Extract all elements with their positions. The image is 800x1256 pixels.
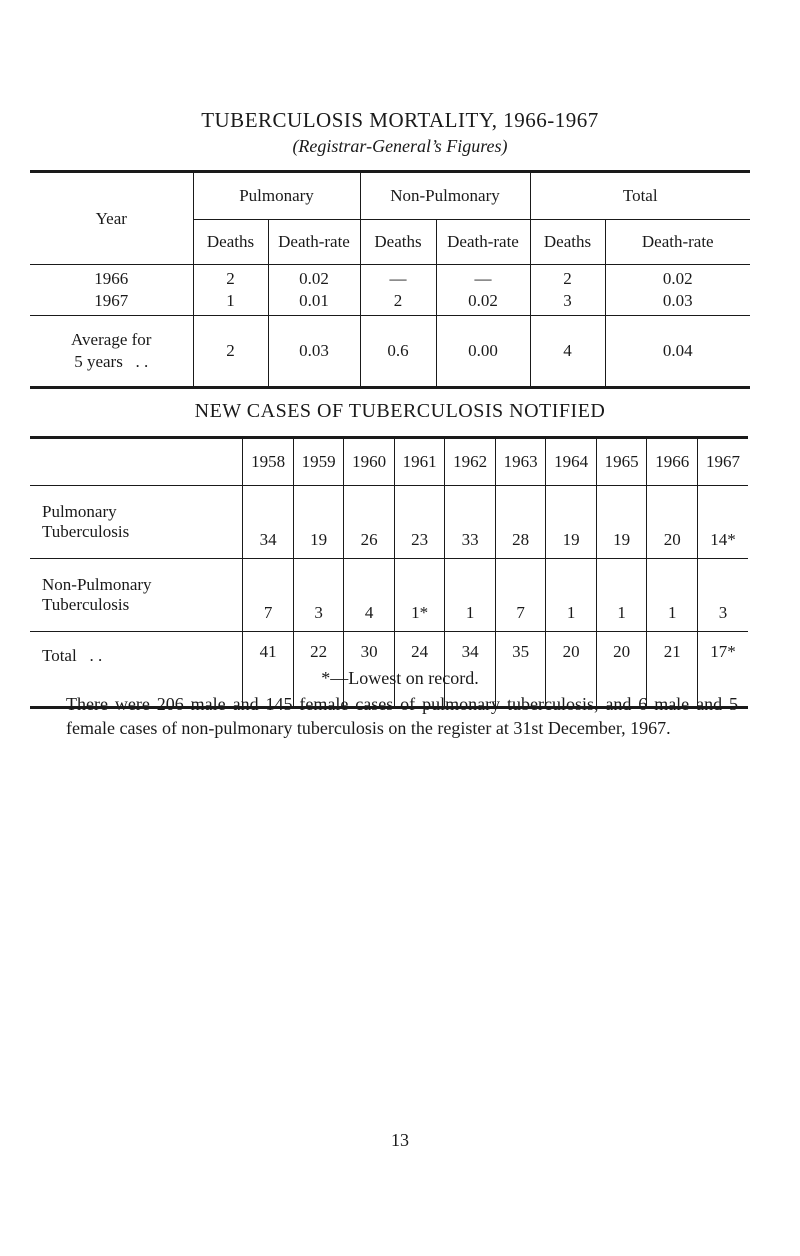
deaths-header: Deaths — [530, 220, 605, 265]
table-cell: 21 — [647, 632, 698, 708]
year-header: 1967 — [697, 438, 748, 486]
table-cell: 1 — [596, 559, 647, 632]
row-label-line: Pulmonary — [42, 502, 117, 521]
table-cell: 0.03 — [268, 316, 360, 388]
table-cell: 24 — [394, 632, 445, 708]
table-cell: 2 — [193, 316, 268, 388]
table-cell: 0.00 — [436, 316, 530, 388]
table-row — [30, 265, 750, 316]
table-cell: 34 — [243, 486, 294, 559]
table-cell: 22 — [293, 632, 344, 708]
row-label-line: Non-Pulmonary — [42, 575, 152, 594]
table-cell: 0.02 — [299, 269, 329, 288]
footnote: *—Lowest on record. — [321, 668, 479, 688]
death-rate-header: Death-rate — [268, 220, 360, 265]
table-cell: 1 — [546, 559, 597, 632]
table-cell: 1 — [226, 291, 235, 310]
average-label-line: Average for — [71, 330, 152, 349]
year-header: 1966 — [647, 438, 698, 486]
pulmonary-deaths-cell — [193, 265, 268, 316]
total-rate-cell — [605, 265, 750, 316]
table-cell: 3 — [563, 291, 572, 310]
deaths-header: Deaths — [193, 220, 268, 265]
total-header: Total — [530, 172, 750, 220]
register-paragraph: There were 206 male and 145 female cases of pulmonary tuberculosis, and 6 male and 5 female cases of non-pulmonary tuberculosis on the register at 31st December, 1967. — [66, 694, 738, 738]
table-cell: 20 — [546, 632, 597, 708]
table-cell: 14* — [697, 486, 748, 559]
table-cell: 7 — [243, 559, 294, 632]
table-cell: 19 — [293, 486, 344, 559]
table-cell: 35 — [495, 632, 546, 708]
deaths-header: Deaths — [360, 220, 436, 265]
table-cell: 0.6 — [360, 316, 436, 388]
death-rate-header: Death-rate — [436, 220, 530, 265]
years-header-row — [30, 438, 748, 486]
year-header: 1958 — [243, 438, 294, 486]
year-header: 1961 — [394, 438, 445, 486]
table-cell: 2 — [226, 269, 235, 288]
row-label-line: Total . . — [42, 646, 103, 665]
table-cell: 20 — [596, 632, 647, 708]
row-label — [30, 559, 243, 632]
row-label-line: Tuberculosis — [42, 522, 130, 541]
table-cell: 4 — [344, 559, 395, 632]
year-cell — [30, 265, 193, 316]
table-cell: 1 — [445, 559, 496, 632]
year-header: Year — [30, 172, 193, 265]
total-deaths-cell — [530, 265, 605, 316]
table-cell: 41 — [243, 632, 294, 708]
table-cell: 28 — [495, 486, 546, 559]
mortality-table — [30, 170, 750, 389]
table-cell: 30 — [344, 632, 395, 708]
year-1967: 1967 — [94, 291, 129, 310]
table-cell: 0.04 — [605, 316, 750, 388]
table-cell: 7 — [495, 559, 546, 632]
pulmonary-rate-cell — [268, 265, 360, 316]
table-cell: 23 — [394, 486, 445, 559]
table-cell: 0.03 — [662, 291, 693, 310]
average-label — [30, 316, 193, 388]
table-cell: 20 — [647, 486, 698, 559]
row-label-line: Tuberculosis — [42, 595, 130, 614]
table-cell: 1 — [647, 559, 698, 632]
table-row — [30, 559, 748, 632]
table-cell: 19 — [546, 486, 597, 559]
non-pulmonary-header: Non-Pulmonary — [360, 172, 530, 220]
table-cell: 33 — [445, 486, 496, 559]
mortality-table-subtitle: (Registrar-General’s Figures) — [292, 136, 508, 156]
pulmonary-header: Pulmonary — [193, 172, 360, 220]
table-cell: 26 — [344, 486, 395, 559]
table-cell: — — [389, 269, 407, 288]
average-row — [30, 316, 750, 388]
mortality-table-title: TUBERCULOSIS MORTALITY, 1966-1967 — [201, 108, 599, 132]
non-pulmonary-deaths-cell — [360, 265, 436, 316]
table-cell: 3 — [293, 559, 344, 632]
death-rate-header: Death-rate — [605, 220, 750, 265]
table-cell: 34 — [445, 632, 496, 708]
year-header: 1965 — [596, 438, 647, 486]
table-cell: 0.02 — [662, 269, 693, 288]
table-cell: 0.01 — [299, 291, 329, 310]
table-cell: 1* — [394, 559, 445, 632]
table-cell: 17* — [697, 632, 748, 708]
year-header: 1959 — [293, 438, 344, 486]
mortality-header-row — [30, 172, 750, 220]
non-pulmonary-rate-cell — [436, 265, 530, 316]
table-cell: — — [474, 269, 492, 288]
row-label — [30, 486, 243, 559]
average-label-line: 5 years . . — [74, 352, 149, 371]
table-cell: 0.02 — [468, 291, 498, 310]
table-row — [30, 486, 748, 559]
page-number: 13 — [391, 1130, 409, 1150]
new-cases-table-title: NEW CASES OF TUBERCULOSIS NOTIFIED — [194, 400, 606, 422]
year-header: 1960 — [344, 438, 395, 486]
year-header: 1962 — [445, 438, 496, 486]
table-cell: 19 — [596, 486, 647, 559]
year-header: 1963 — [495, 438, 546, 486]
table-cell: 2 — [563, 269, 572, 288]
year-1966: 1966 — [94, 269, 129, 288]
table-cell: 3 — [697, 559, 748, 632]
table-cell: 4 — [530, 316, 605, 388]
table-cell: 2 — [393, 291, 403, 310]
year-header: 1964 — [546, 438, 597, 486]
blank-header — [30, 438, 243, 486]
